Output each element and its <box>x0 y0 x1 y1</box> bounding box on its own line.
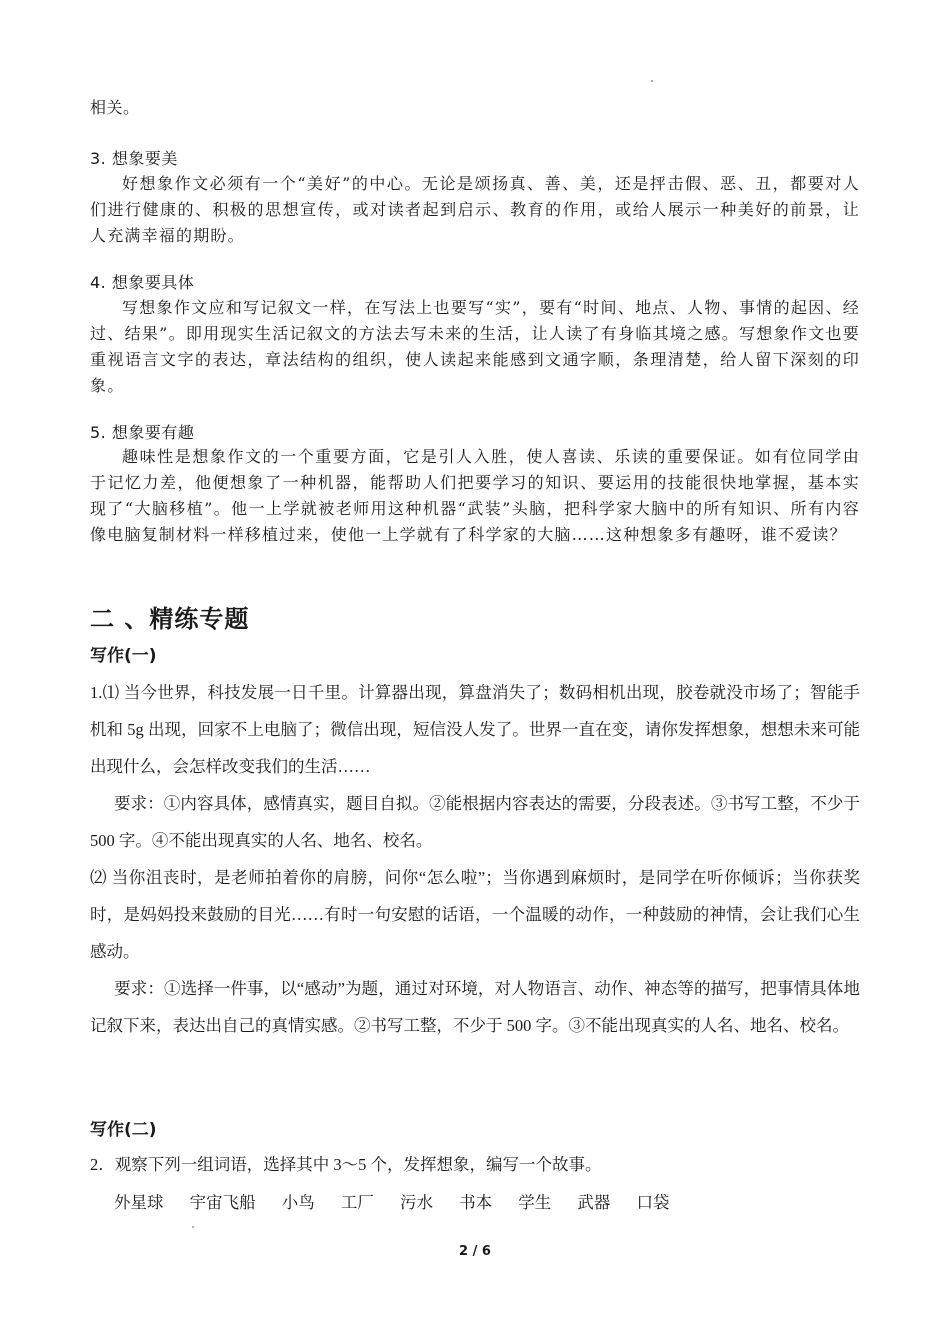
word-item: 小鸟 <box>281 1193 315 1212</box>
tip-heading: 4. 想象要具体 <box>90 273 195 292</box>
word-item: 书本 <box>459 1193 493 1212</box>
word-item: 武器 <box>577 1193 611 1212</box>
scan-dot <box>192 1226 194 1228</box>
writing-1-requirement-1 <box>90 785 860 859</box>
word-item: 宇宙飞船 <box>189 1193 256 1212</box>
tip-body: 趣味性是想象作文的一个重要方面，它是引人入胜，使人喜读、乐读的重要保证。如有位同学由于记忆力差，他便想象了一种机器，能帮助人们把要学习的知识、要运用的技能很快地掌握，基本实现了“大脑移植”。他一上学就被老师用这种机器“武装”头脑，把科学家大脑中的所有知识、所有内容像电脑复制材料一样移植过来，使他一上学就有了科学家的大脑……这种想象多有趣呀，谁不爱读？ <box>90 447 860 544</box>
question-text: ⑵ 当你沮丧时，是老师拍着你的肩膀，问你“怎么啦”；当你遇到麻烦时，是同学在听你倾诉；当你获奖时，是妈妈投来鼓励的目光……有时一句安慰的话语，一个温暖的动作，一种鼓励的神情，会让我们心生感动。 <box>90 868 860 961</box>
requirement-text: 要求：①内容具体，感情真实，题目自拟。②能根据内容表达的需要，分段表述。③书写工整，不少于 500 字。④不能出现真实的人名、地名、校名。 <box>90 794 860 850</box>
word-item: 外星球 <box>114 1193 164 1212</box>
section-title: 二 、精练专题 <box>90 605 250 633</box>
writing-2-title: 写作(二) <box>90 1120 157 1140</box>
writing-2-question <box>90 1146 860 1183</box>
writing-1-requirement-2 <box>90 970 860 1044</box>
writing-1-question-1 <box>90 674 860 785</box>
word-item: 学生 <box>518 1193 552 1212</box>
tip-heading: 5. 想象要有趣 <box>90 423 195 442</box>
tip-body: 好想象作文必须有一个“美好”的中心。无论是颂扬真、善、美，还是抨击假、恶、丑，都要对人们进行健康的、积极的思想宣传，或对读者起到启示、教育的作用，或给人展示一种美好的前景，让人充满幸福的期盼。 <box>90 174 860 245</box>
word-item: 口袋 <box>636 1193 670 1212</box>
tip-body: 写想象作文应和写记叙文一样，在写法上也要写“实”，要有“时间、地点、人物、事情的起因、经 过、结果”。即用现实生活记叙文的方法去写未来的生活，让人读了有身临其境之感。写想象作文也要重视语言文字的表达，章法结构的组织，使人读起来能感到文通字顺，条理清楚，给人留下深刻的印象。 <box>90 298 860 395</box>
scan-dot <box>651 80 653 82</box>
question-text: 1.⑴ 当今世界，科技发展一日千里。计算器出现，算盘消失了；数码相机出现，胶卷就没市场了；智能手机和 5g 出现，回家不上电脑了；微信出现，短信没人发了。世界一直在变，请你发挥想象，想想未来可能出现什么，会怎样改变我们的生活…… <box>90 683 860 776</box>
page-number: 2 / 6 <box>459 1244 491 1259</box>
intro-tail: 相关。 <box>90 98 140 117</box>
word-item: 污水 <box>400 1193 433 1212</box>
writing-1-question-2 <box>90 859 860 970</box>
tip-heading: 3. 想象要美 <box>90 149 178 168</box>
word-item: 工厂 <box>340 1193 374 1212</box>
question-text: 2．观察下列一组词语，选择其中 3～5 个，发挥想象，编写一个故事。 <box>90 1155 602 1174</box>
writing-1-title: 写作(一) <box>90 646 157 666</box>
word-list <box>114 1190 692 1216</box>
requirement-text: 要求：①选择一件事，以“感动”为题，通过对环境，对人物语言、动作、神态等的描写，把事情具体地记叙下来，表达出自己的真情实感。②书写工整，不少于 500 字。③不能出现真实的人名、地名、校名。 <box>90 979 860 1035</box>
